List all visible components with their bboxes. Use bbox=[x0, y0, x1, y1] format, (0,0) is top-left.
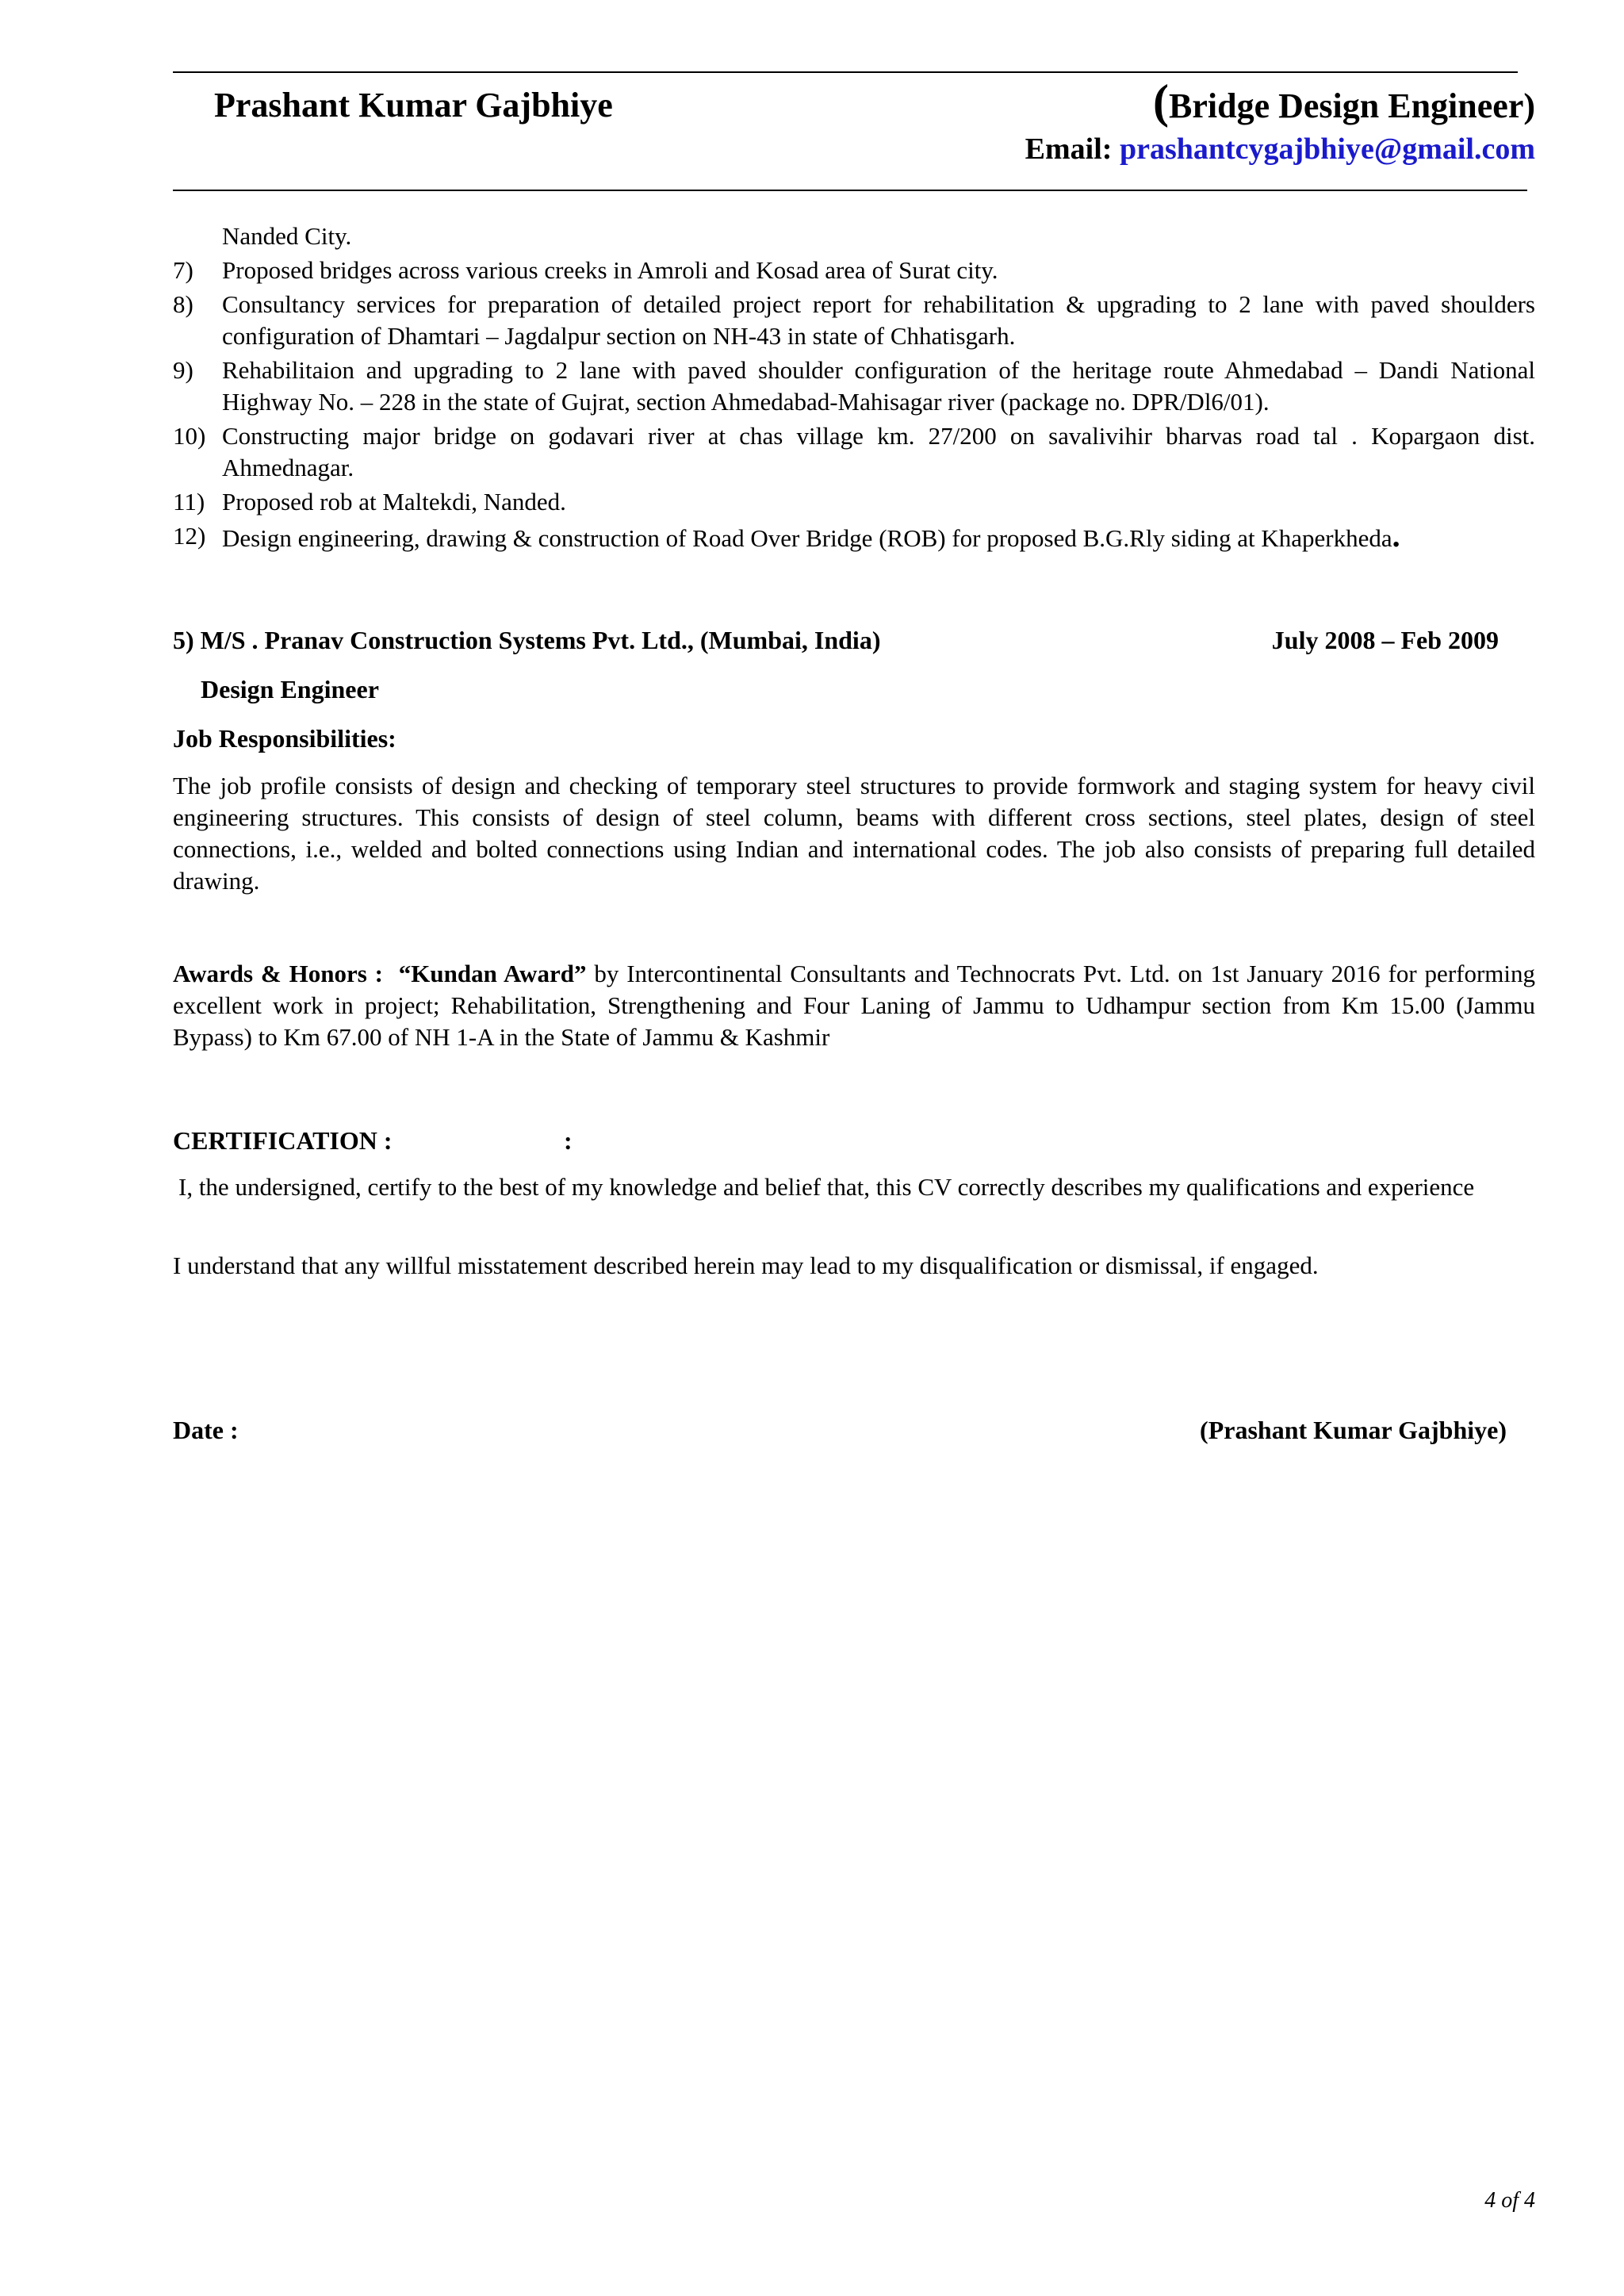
employment-heading bbox=[173, 626, 1499, 655]
page-number: 4 of 4 bbox=[1484, 2188, 1535, 2213]
job-title-text: Bridge Design Engineer) bbox=[1169, 86, 1535, 125]
list-item-text: Proposed bridges across various creeks in Amroli and Kosad area of Surat city. bbox=[222, 256, 998, 284]
date-label: Date : bbox=[173, 1416, 239, 1444]
title-open-paren: ( bbox=[1153, 75, 1170, 128]
list-item bbox=[173, 355, 1535, 418]
list-item-text: Proposed rob at Maltekdi, Nanded. bbox=[222, 488, 566, 516]
employment-dates: July 2008 – Feb 2009 bbox=[1271, 626, 1499, 654]
list-item bbox=[173, 486, 1535, 518]
email-label: Email: bbox=[1025, 132, 1113, 166]
list-item-text: Rehabilitaion and upgrading to 2 lane with paved shoulder configuration of the heritage route Ahmedabad – Dandi National Highway No. – 228 in the state of Gujrat, section Ahmedabad-Mahisagar river (package no. DPR/Dl6/01). bbox=[222, 356, 1535, 416]
responsibilities-text: The job profile consists of design and checking of temporary steel structures to provide formwork and staging system for heavy civil engineering structures. This consists of design of steel column, beams with different cross sections, steel plates, design of steel connections, i.e., welded and bolted connections using Indian and international codes. The job also consists of preparing full detailed drawing. bbox=[173, 772, 1535, 895]
list-item-text-wrap bbox=[222, 520, 1535, 554]
email-link[interactable]: prashantcygajbhiye@gmail.com bbox=[1119, 132, 1535, 166]
candidate-name: Prashant Kumar Gajbhiye bbox=[214, 86, 613, 125]
certification-label: CERTIFICATION : bbox=[173, 1126, 393, 1155]
list-item-number: 10) bbox=[173, 422, 206, 450]
list-item bbox=[173, 255, 1535, 286]
awards-label: Awards & Honors : bbox=[173, 960, 383, 987]
list-item-end-period: . bbox=[1392, 518, 1400, 554]
list-item-number: 11) bbox=[173, 488, 205, 516]
award-name: “Kundan Award” bbox=[398, 960, 587, 987]
certification-statement: I, the undersigned, certify to the best of my knowledge and belief that, this CV correctly describes my qualifications and experience bbox=[178, 1173, 1475, 1201]
header-top-rule bbox=[173, 71, 1518, 73]
list-item-number: 8) bbox=[173, 290, 193, 318]
list-item bbox=[173, 289, 1535, 352]
signature-name: (Prashant Kumar Gajbhiye) bbox=[1200, 1416, 1507, 1444]
job-title bbox=[1153, 75, 1535, 129]
awards-text: by Intercontinental Consultants and Technocrats Pvt. Ltd. on 1st January 2016 for performing excellent work in project; Rehabilitation, Strengthening and Four Laning of Jammu to Udhampur section from Km 15.00 (Jammu Bypass) to Km 67.00 of NH 1-A in the State of Jammu & Kashmir bbox=[173, 960, 1536, 1051]
awards-paragraph bbox=[173, 958, 1535, 1053]
header-bottom-rule bbox=[173, 190, 1527, 191]
list-item-number: 7) bbox=[173, 256, 193, 284]
list-item bbox=[173, 420, 1535, 484]
responsibilities-label: Job Responsibilities: bbox=[173, 724, 396, 753]
certification-colon: : bbox=[564, 1126, 573, 1155]
list-item-number: 12) bbox=[173, 522, 206, 550]
project-list bbox=[173, 220, 1535, 554]
list-item-text: Consultancy services for preparation of detailed project report for rehabilitation & upgrading to 2 lane with paved shoulders configuration of Dhamtari – Jagdalpur section on NH-43 in state of Chhatisgarh. bbox=[222, 290, 1535, 350]
list-item-text: Design engineering, drawing & construction of Road Over Bridge (ROB) for proposed B.G.Rly siding at Khaperkheda bbox=[222, 524, 1392, 552]
email-line bbox=[1025, 132, 1535, 167]
list-item-number: 9) bbox=[173, 356, 193, 384]
list-item-text: Constructing major bridge on godavari river at chas village km. 27/200 on savalivihir bharvas road tal . Kopargaon dist. Ahmednagar. bbox=[222, 422, 1535, 481]
certification-understanding: I understand that any willful misstatement described herein may lead to my disqualification or dismissal, if engaged. bbox=[173, 1251, 1319, 1279]
list-continuation: Nanded City. bbox=[222, 222, 352, 250]
employer-name: 5) M/S . Pranav Construction Systems Pvt. Ltd., (Mumbai, India) bbox=[173, 626, 881, 654]
list-item bbox=[173, 520, 1535, 554]
role-title: Design Engineer bbox=[201, 675, 379, 703]
